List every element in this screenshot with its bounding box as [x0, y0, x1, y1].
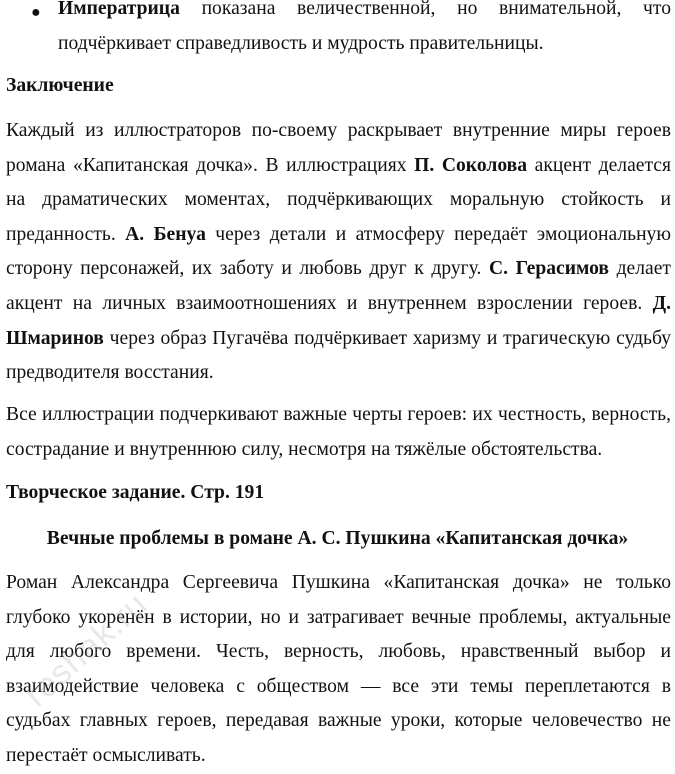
bullet-description: показана величественной, но внимательной, что подчёркивает справедливость и мудрость правительницы. — [58, 0, 671, 54]
p1-text-2: акцент делается на драматических моментах, подчёркивающих моральную стойкость и преданность. — [6, 154, 671, 245]
conclusion-paragraph-1 — [0, 114, 675, 391]
bullet-text — [0, 0, 675, 61]
watermark-text: reshak.ru — [17, 584, 155, 715]
bullet-dot-icon: ● — [31, 4, 41, 21]
p1-name-shmarinov: Д. Шмаринов — [6, 292, 671, 349]
task-heading: Творческое задание. Стр. 191 — [6, 482, 265, 503]
p1-name-gerasimov: С. Герасимов — [489, 258, 609, 280]
essay-paragraph-1-text: Роман Александра Сергеевича Пушкина «Капитанская дочка» не только глубоко укоренён в истории, но и затрагивает вечные проблемы, актуальные для любого времени. Честь, верность, любовь, нравственный выбор и взаимодействие человека с обществом — все эти темы переплетаются в судьбах главных героев, передавая важные уроки, которые человечество не перестаёт осмысливать. — [6, 572, 671, 766]
conclusion-paragraph-2-text: Все иллюстрации подчеркивают важные черты героев: их честность, верность, сострадание и внутреннюю силу, несмотря на тяжёлые обстоятельства. — [6, 404, 671, 460]
conclusion-paragraph-2 — [0, 398, 675, 467]
p1-text-5: через образ Пугачёва подчёркивает харизму и трагическую судьбу предводителя восстания. — [6, 327, 671, 384]
essay-title-block — [0, 522, 675, 556]
task-heading-block — [0, 476, 675, 510]
conclusion-heading: Заключение — [6, 75, 114, 96]
essay-title: Вечные проблемы в романе А. С. Пушкина «Капитанская дочка» — [46, 528, 629, 549]
p1-text-1: Каждый из иллюстраторов по-своему раскрывает внутренние миры героев романа «Капитанская дочка». В иллюстрациях — [6, 120, 671, 176]
p1-text-3: через детали и атмосферу передаёт эмоциональную сторону персонажей, их заботу и любовь друг к другу. — [6, 223, 671, 280]
essay-paragraph-1 — [0, 566, 675, 774]
p1-text-4: делает акцент на личных взаимоотношениях и внутреннем взрослении героев. — [6, 258, 671, 314]
p1-name-benois: А. Бенуа — [125, 223, 206, 245]
conclusion-paragraph-1-text — [0, 114, 675, 391]
conclusion-heading-block — [0, 69, 675, 103]
bullet-bold-term: Императрица — [58, 0, 180, 19]
p1-name-sokolov: П. Соколова — [414, 154, 528, 176]
bullet-item-empress — [0, 0, 675, 61]
